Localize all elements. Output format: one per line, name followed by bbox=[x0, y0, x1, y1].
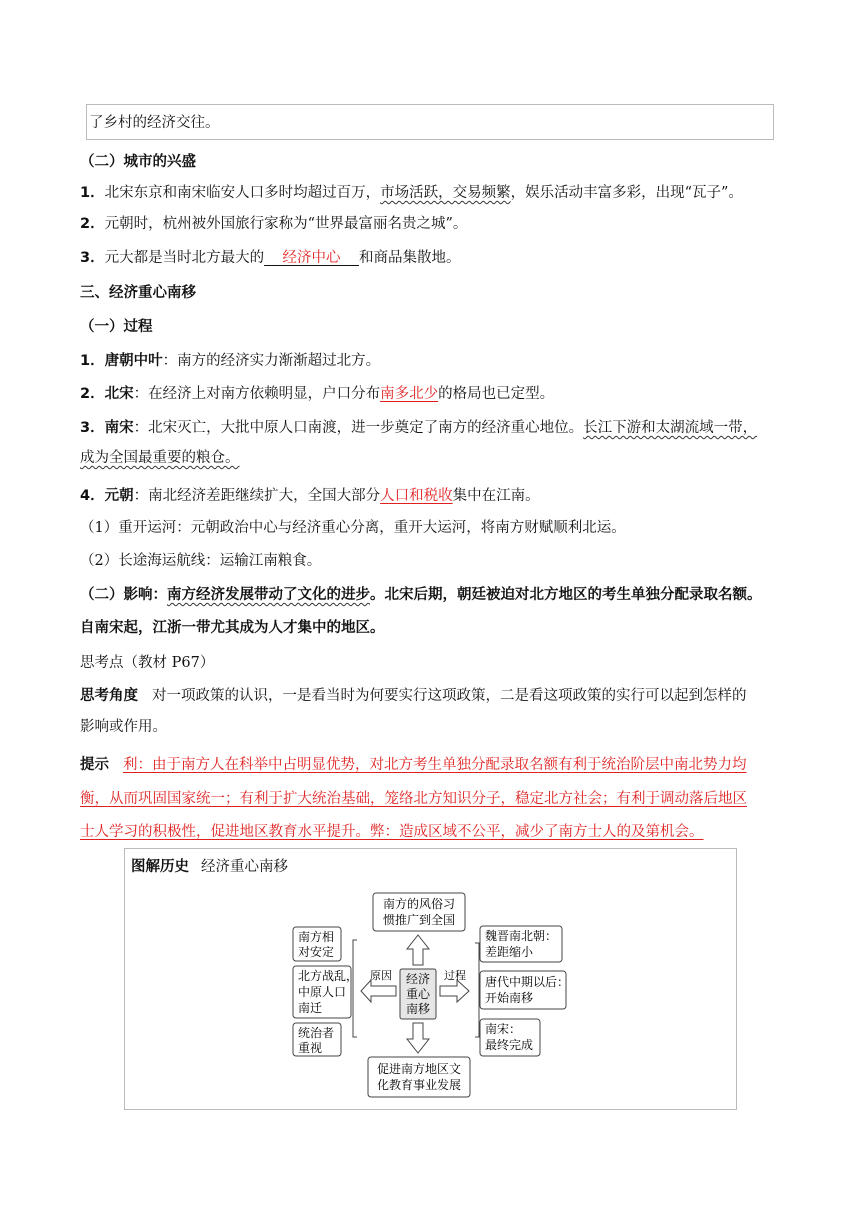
svg-text:南宋：: 南宋： bbox=[485, 1022, 522, 1036]
city-item-1: 1．北宋东京和南宋临安人口多时均超过百万，市场活跃，交易频繁，娱乐活动丰富多彩，出现“瓦子”。 bbox=[80, 185, 743, 201]
center-text-3: 南移 bbox=[405, 1002, 431, 1016]
right-arrow-icon bbox=[440, 980, 469, 1002]
process-item-2: 2．北宋：在经济上对南方依赖明显，户口分布南多北少的格局也已定型。 bbox=[80, 386, 555, 402]
svg-text:唐代中期以后：: 唐代中期以后： bbox=[485, 975, 570, 989]
process-item-4-2: （2）长途海运航线：运输江南粮食。 bbox=[80, 553, 322, 569]
diagram-title: 图解历史 经济重心南移 bbox=[131, 859, 288, 875]
process-item-4: 4．元朝：南北经济差距继续扩大，全国大部分人口和税收集中在江南。 bbox=[80, 488, 540, 504]
fill-blank-answer: 经济中心 bbox=[264, 250, 359, 266]
think-point-heading: 思考点（教材 P67） bbox=[80, 655, 215, 671]
cause-bracket bbox=[353, 940, 357, 1037]
process-item-3: 3．南宋：北宋灭亡，大批中原人口南渡，进一步奠定了南方的经济重心地位。长江下游和太湖流域一带， bbox=[80, 420, 758, 436]
process-item-3-cont: 成为全国最重要的粮仓。 bbox=[80, 450, 240, 466]
svg-text:统治者: 统治者 bbox=[298, 1026, 335, 1040]
impact-line-1: （二）影响：南方经济发展带动了文化的进步。北宋后期，朝廷被迫对北方地区的考生单独分配录取名额。 bbox=[80, 587, 762, 603]
svg-text:最终完成: 最终完成 bbox=[485, 1038, 534, 1052]
svg-text:南迁: 南迁 bbox=[298, 1001, 323, 1015]
process-item-1: 1．唐朝中叶：南方的经济实力渐渐超过北方。 bbox=[80, 353, 381, 369]
hint-line-2: 衡，从而巩固国家统一；有利于扩大统治基础，笼络北方知识分子，稳定北方社会；有利于调动落后地区 bbox=[80, 791, 747, 807]
svg-text:化教育事业发展: 化教育事业发展 bbox=[376, 1078, 462, 1092]
left-arrow-icon bbox=[361, 980, 396, 1002]
section-city-title: （二）城市的兴盛 bbox=[80, 154, 196, 170]
city-item-3: 3．元大都是当时北方最大的 经济中心 和商品集散地。 bbox=[80, 250, 461, 266]
center-text-2: 重心 bbox=[405, 987, 431, 1001]
svg-text:促进南方地区文: 促进南方地区文 bbox=[376, 1062, 462, 1076]
process-title: （一）过程 bbox=[80, 319, 153, 335]
process-bracket bbox=[475, 943, 479, 1037]
center-text-1: 经济 bbox=[405, 972, 431, 986]
hint-line-3: 士人学习的积极性，促进地区教育水平提升。弊：造成区域不公平，减少了南方士人的及第机会。 bbox=[80, 824, 704, 840]
down-arrow-icon bbox=[407, 1023, 429, 1053]
flow-diagram bbox=[125, 849, 736, 1109]
svg-text:中原人口: 中原人口 bbox=[298, 985, 347, 999]
continued-text-box bbox=[86, 104, 774, 140]
up-arrow-icon bbox=[407, 935, 429, 965]
svg-text:惯推广到全国: 惯推广到全国 bbox=[382, 913, 456, 927]
svg-text:魏晋南北朝：: 魏晋南北朝： bbox=[485, 929, 558, 943]
process-item-4-1: （1）重开运河：元朝政治中心与经济重心分离，重开大运河，将南方财赋顺利北运。 bbox=[80, 520, 626, 536]
continued-text: 了乡村的经济交往。 bbox=[89, 115, 220, 131]
impact-line-2: 自南宋起，江浙一带尤其成为人才集中的地区。 bbox=[80, 620, 385, 636]
section-three-title: 三、经济重心南移 bbox=[80, 285, 196, 301]
hint-line-1: 提示 利：由于南方人在科举中占明显优势，对北方考生单独分配录取名额有利于统治阶层中南北势力均 bbox=[80, 757, 747, 773]
city-item-2: 2．元朝时，杭州被外国旅行家称为“世界最富丽名贵之城”。 bbox=[80, 216, 468, 232]
svg-text:南方相: 南方相 bbox=[298, 930, 335, 944]
svg-text:差距缩小: 差距缩小 bbox=[485, 945, 534, 959]
process-label: 过程 bbox=[444, 969, 466, 982]
diagram-box bbox=[124, 848, 737, 1110]
think-angle-line-2: 影响或作用。 bbox=[80, 719, 167, 735]
svg-text:北方战乱，: 北方战乱， bbox=[298, 969, 359, 983]
cause-label: 原因 bbox=[370, 969, 392, 982]
think-angle-line-1: 思考角度 对一项政策的认识，一是看当时为何要实行这项政策，二是看这项政策的实行可以起到怎样的 bbox=[80, 688, 747, 704]
svg-text:对安定: 对安定 bbox=[298, 945, 335, 959]
svg-text:重视: 重视 bbox=[298, 1041, 323, 1055]
svg-text:南方的风俗习: 南方的风俗习 bbox=[382, 897, 456, 911]
svg-text:开始南移: 开始南移 bbox=[485, 991, 534, 1005]
